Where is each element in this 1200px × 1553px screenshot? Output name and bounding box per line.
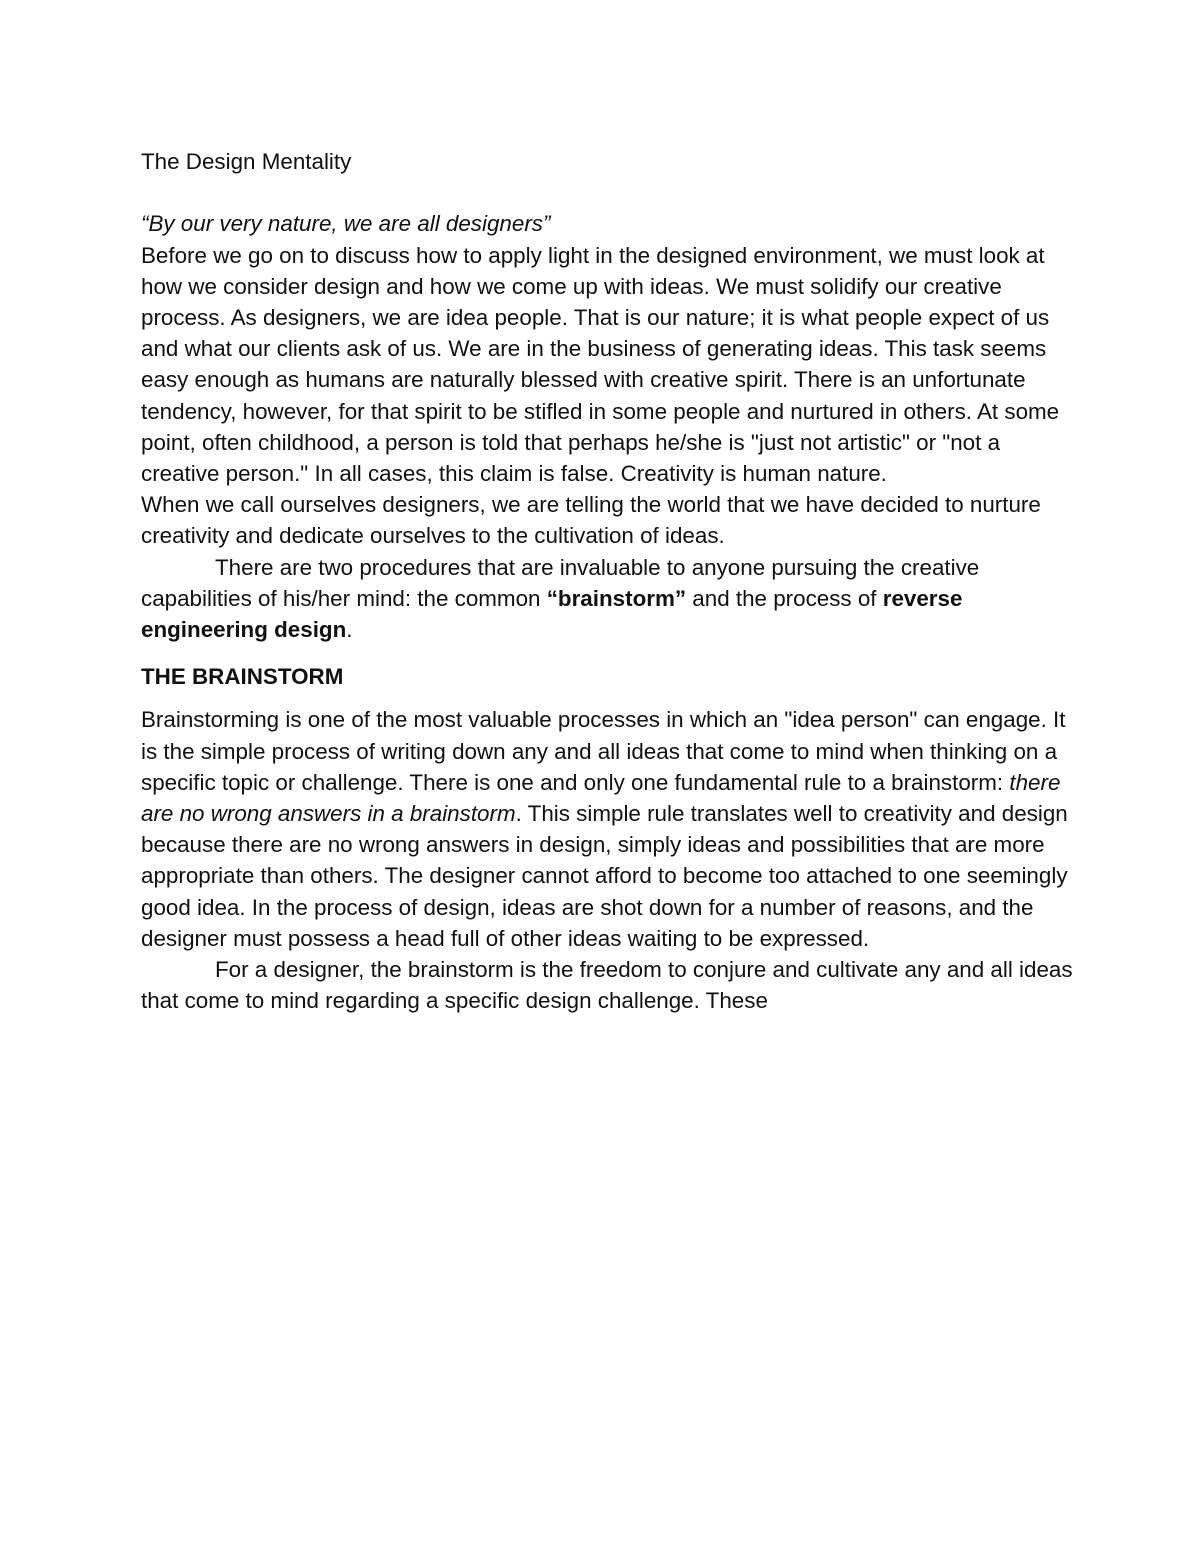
brainstorm-text-1: Brainstorming is one of the most valuable processes in which an "idea person" can engage. It is the simple process of writing down any and all ideas that come to mind when thinking on a specific topic or challenge. There is one and only one fundamental rule to a brainstorm: (141, 707, 1066, 795)
brainstorm-paragraph (141, 704, 1076, 954)
brainstorm-text-2: . This simple rule translates well to creativity and design because there are no wrong answers in design, simply ideas and possibilities that are more appropriate than others. The designer cannot afford to become too attached to one seemingly good idea. In the process of design, ideas are shot down for a number of reasons, and the designer must possess a head full of other ideas waiting to be expressed. (141, 801, 1068, 951)
reverse-engineering-term: reverse engineering design (141, 585, 963, 643)
procedures-paragraph (141, 552, 1076, 646)
document-title: The Design Mentality (141, 149, 352, 174)
document-body (141, 146, 1076, 1016)
closing-paragraph: For a designer, the brainstorm is the freedom to conjure and cultivate any and all ideas that come to mind regarding a specific design challenge. These (141, 957, 1073, 1014)
brainstorm-rule: there are no wrong answers in a brainstorm (141, 769, 1061, 827)
procedures-text-2: and the process of (686, 585, 883, 611)
procedures-text-3: . (346, 617, 353, 643)
procedures-text-1: There are two procedures that are invaluable to anyone pursuing the creative capabilities of his/her mind: the common (141, 554, 980, 611)
epigraph-quote: “By our very nature, we are all designers” (141, 211, 551, 237)
brainstorm-term: “brainstorm” (546, 585, 687, 611)
intro-paragraph-2: When we call ourselves designers, we are telling the world that we have decided to nurture creativity and dedicate ourselves to the cultivation of ideas. (141, 492, 1041, 549)
spacer (141, 177, 1076, 208)
intro-paragraph-1: Before we go on to discuss how to apply light in the designed environment, we must look at how we consider design and how we come up with ideas. We must solidify our creative process. As designers, we are idea people. That is our nature; it is what people expect of us and what our clients ask of us. We are in the business of generating ideas. This task seems easy enough as humans are naturally blessed with creative spirit. There is an unfortunate tendency, however, for that spirit to be stifled in some people and nurtured in others. At some point, often childhood, a person is told that perhaps he/she is "just not artistic" or "not a creative person." In all cases, this claim is false. Creativity is human nature. (141, 242, 1060, 486)
section-heading-brainstorm: THE BRAINSTORM (141, 664, 344, 690)
